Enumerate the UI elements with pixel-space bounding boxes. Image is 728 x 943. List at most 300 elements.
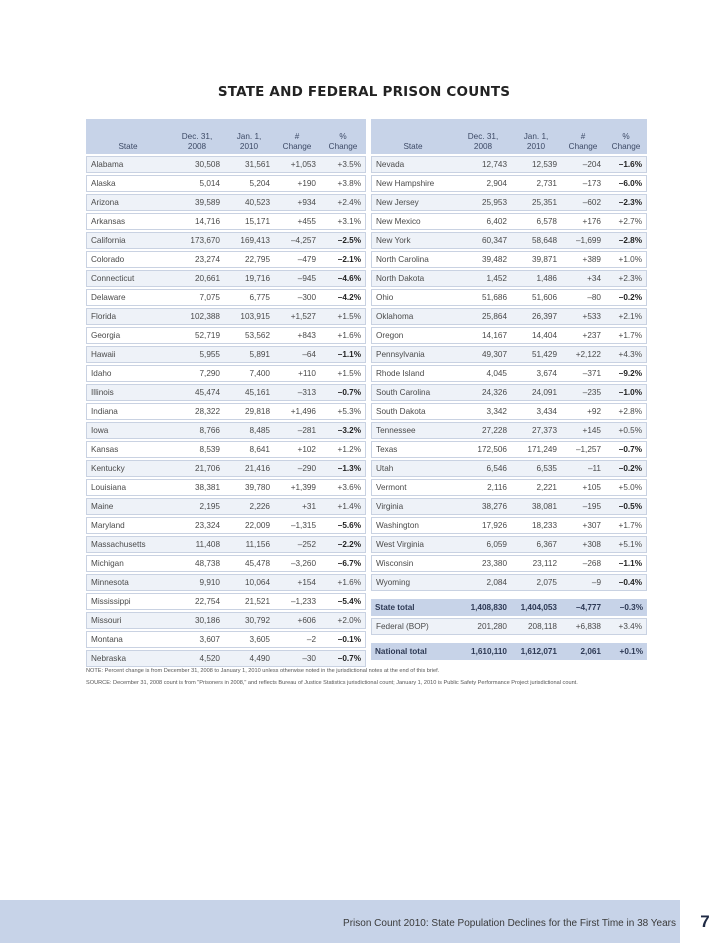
jan-2010-cell: 14,404 [511, 327, 561, 344]
state-cell: Kansas [86, 441, 170, 458]
dec-2008-cell: 7,075 [170, 289, 224, 306]
table-row [86, 498, 366, 515]
state-cell: Arkansas [86, 213, 170, 230]
state-cell: Rhode Island [371, 365, 455, 382]
state-cell: Michigan [86, 555, 170, 572]
column-header-percent-change: % Change [605, 119, 647, 154]
state-cell: Montana [86, 631, 170, 648]
dec-2008-cell: 9,910 [170, 574, 224, 591]
number-change-cell: +34 [561, 270, 605, 287]
table-row [371, 327, 647, 344]
jan-2010-cell: 21,521 [224, 593, 274, 610]
table-body-right [371, 156, 647, 660]
number-change-cell: +110 [274, 365, 320, 382]
table-row [371, 232, 647, 249]
jan-2010-cell: 6,578 [511, 213, 561, 230]
table-header-row [86, 119, 366, 154]
footer-title: Prison Count 2010: State Population Declines for the First Time in 38 Years [343, 918, 676, 929]
table-row [86, 479, 366, 496]
table-header-row [371, 119, 647, 154]
table-row [86, 517, 366, 534]
state-cell: Alaska [86, 175, 170, 192]
state-cell: Oregon [371, 327, 455, 344]
jan-2010-cell: 22,795 [224, 251, 274, 268]
jan-2010-cell: 103,915 [224, 308, 274, 325]
number-change-cell: +308 [561, 536, 605, 553]
percent-change-cell: +0.1% [605, 643, 647, 660]
jan-2010-cell: 19,716 [224, 270, 274, 287]
jan-2010-cell: 3,605 [224, 631, 274, 648]
percent-change-cell: –9.2% [605, 365, 647, 382]
table-row [371, 441, 647, 458]
number-change-cell: –3,260 [274, 555, 320, 572]
percent-change-cell: +2.3% [605, 270, 647, 287]
state-total-row [371, 599, 647, 616]
number-change-cell: +1,399 [274, 479, 320, 496]
number-change-cell: +2,122 [561, 346, 605, 363]
percent-change-cell: –1.3% [320, 460, 366, 477]
jan-2010-cell: 39,871 [511, 251, 561, 268]
jan-2010-cell: 15,171 [224, 213, 274, 230]
state-cell: Vermont [371, 479, 455, 496]
jan-2010-cell: 29,818 [224, 403, 274, 420]
number-change-cell: –479 [274, 251, 320, 268]
dec-2008-cell: 23,324 [170, 517, 224, 534]
state-cell: Louisiana [86, 479, 170, 496]
dec-2008-cell: 173,670 [170, 232, 224, 249]
state-cell: Massachusetts [86, 536, 170, 553]
table-source: SOURCE: December 31, 2008 count is from "Prisoners in 2008," and reflects Bureau of Justice Statistics jurisdictional count; January 1, 2010 is Public Safety Performance Project jurisdictional count. [86, 680, 578, 686]
number-change-cell: –281 [274, 422, 320, 439]
dec-2008-cell: 12,743 [455, 156, 511, 173]
dec-2008-cell: 1,452 [455, 270, 511, 287]
state-cell: North Carolina [371, 251, 455, 268]
percent-change-cell: –1.0% [605, 384, 647, 401]
jan-2010-cell: 21,416 [224, 460, 274, 477]
dec-2008-cell: 4,045 [455, 365, 511, 382]
dec-2008-cell: 24,326 [455, 384, 511, 401]
dec-2008-cell: 39,482 [455, 251, 511, 268]
row-spacer [371, 593, 647, 597]
table-row [371, 270, 647, 287]
table-row [371, 251, 647, 268]
dec-2008-cell: 39,589 [170, 194, 224, 211]
percent-change-cell: +5.1% [605, 536, 647, 553]
dec-2008-cell: 3,607 [170, 631, 224, 648]
state-cell: Idaho [86, 365, 170, 382]
prison-counts-table-right [371, 117, 647, 662]
jan-2010-cell: 5,891 [224, 346, 274, 363]
number-change-cell: +307 [561, 517, 605, 534]
table-row [371, 213, 647, 230]
jan-2010-cell: 2,075 [511, 574, 561, 591]
state-cell: Oklahoma [371, 308, 455, 325]
dec-2008-cell: 30,508 [170, 156, 224, 173]
jan-2010-cell: 26,397 [511, 308, 561, 325]
percent-change-cell: +5.3% [320, 403, 366, 420]
table-row [86, 175, 366, 192]
percent-change-cell: –1.1% [605, 555, 647, 572]
jan-2010-cell: 8,485 [224, 422, 274, 439]
percent-change-cell: –0.4% [605, 574, 647, 591]
state-cell: Washington [371, 517, 455, 534]
dec-2008-cell: 52,719 [170, 327, 224, 344]
column-header-dec-2008: Dec. 31, 2008 [170, 119, 224, 154]
state-cell: Missouri [86, 612, 170, 629]
jan-2010-cell: 45,161 [224, 384, 274, 401]
table-row [86, 232, 366, 249]
state-cell: Maryland [86, 517, 170, 534]
number-change-cell: +6,838 [561, 618, 605, 635]
percent-change-cell: +3.4% [605, 618, 647, 635]
jan-2010-cell: 22,009 [224, 517, 274, 534]
percent-change-cell: –5.6% [320, 517, 366, 534]
spacer-cell [371, 637, 647, 641]
page-number: 7 [700, 912, 710, 931]
table-row [86, 650, 366, 667]
table-row [86, 213, 366, 230]
percent-change-cell: –0.7% [320, 650, 366, 667]
table-row [86, 251, 366, 268]
percent-change-cell: +1.4% [320, 498, 366, 515]
state-cell: Connecticut [86, 270, 170, 287]
number-change-cell: –195 [561, 498, 605, 515]
percent-change-cell: –0.2% [605, 289, 647, 306]
table-row [371, 555, 647, 572]
number-change-cell: +533 [561, 308, 605, 325]
jan-2010-cell: 23,112 [511, 555, 561, 572]
percent-change-cell: –6.7% [320, 555, 366, 572]
percent-change-cell: +2.0% [320, 612, 366, 629]
jan-2010-cell: 169,413 [224, 232, 274, 249]
dec-2008-cell: 8,539 [170, 441, 224, 458]
percent-change-cell: –0.1% [320, 631, 366, 648]
table-row [371, 175, 647, 192]
dec-2008-cell: 2,116 [455, 479, 511, 496]
table-row [86, 422, 366, 439]
number-change-cell: +389 [561, 251, 605, 268]
percent-change-cell: +1.7% [605, 517, 647, 534]
state-cell: New Jersey [371, 194, 455, 211]
table-row [371, 574, 647, 591]
state-cell: Texas [371, 441, 455, 458]
state-cell: Maine [86, 498, 170, 515]
state-cell: Wisconsin [371, 555, 455, 572]
number-change-cell: –2 [274, 631, 320, 648]
percent-change-cell: –0.7% [605, 441, 647, 458]
table-row [86, 631, 366, 648]
percent-change-cell: +1.6% [320, 574, 366, 591]
table-row [86, 460, 366, 477]
table-row [86, 555, 366, 572]
column-header-jan-2010: Jan. 1, 2010 [511, 119, 561, 154]
dec-2008-cell: 6,546 [455, 460, 511, 477]
number-change-cell: +190 [274, 175, 320, 192]
jan-2010-cell: 2,731 [511, 175, 561, 192]
percent-change-cell: –0.5% [605, 498, 647, 515]
number-change-cell: +1,496 [274, 403, 320, 420]
state-cell: Delaware [86, 289, 170, 306]
state-cell: Illinois [86, 384, 170, 401]
number-change-cell: –204 [561, 156, 605, 173]
dec-2008-cell: 48,738 [170, 555, 224, 572]
national-total-row [371, 643, 647, 660]
dec-2008-cell: 17,926 [455, 517, 511, 534]
table-row [371, 365, 647, 382]
table-row [371, 498, 647, 515]
state-cell: Alabama [86, 156, 170, 173]
jan-2010-cell: 51,429 [511, 346, 561, 363]
number-change-cell: –313 [274, 384, 320, 401]
dec-2008-cell: 102,388 [170, 308, 224, 325]
number-change-cell: –4,777 [561, 599, 605, 616]
dec-2008-cell: 38,276 [455, 498, 511, 515]
state-cell: Mississippi [86, 593, 170, 610]
table-row [371, 403, 647, 420]
percent-change-cell: –2.3% [605, 194, 647, 211]
number-change-cell: +102 [274, 441, 320, 458]
row-spacer [371, 637, 647, 641]
state-cell: New Mexico [371, 213, 455, 230]
table-row [86, 441, 366, 458]
state-cell: National total [371, 643, 455, 660]
table-row [371, 289, 647, 306]
jan-2010-cell: 51,606 [511, 289, 561, 306]
number-change-cell: –300 [274, 289, 320, 306]
jan-2010-cell: 45,478 [224, 555, 274, 572]
jan-2010-cell: 31,561 [224, 156, 274, 173]
number-change-cell: –9 [561, 574, 605, 591]
table-row [371, 194, 647, 211]
table-row [86, 308, 366, 325]
percent-change-cell: –6.0% [605, 175, 647, 192]
state-cell: Indiana [86, 403, 170, 420]
number-change-cell: –11 [561, 460, 605, 477]
dec-2008-cell: 1,610,110 [455, 643, 511, 660]
jan-2010-cell: 40,523 [224, 194, 274, 211]
dec-2008-cell: 8,766 [170, 422, 224, 439]
percent-change-cell: +2.1% [605, 308, 647, 325]
jan-2010-cell: 30,792 [224, 612, 274, 629]
column-header-state: State [86, 119, 170, 154]
dec-2008-cell: 6,059 [455, 536, 511, 553]
state-cell: Virginia [371, 498, 455, 515]
jan-2010-cell: 3,434 [511, 403, 561, 420]
table-note: NOTE: Percent change is from December 31, 2008 to January 1, 2010 unless otherwise noted in the jurisdictional notes at the end of this brief. [86, 668, 440, 674]
dec-2008-cell: 49,307 [455, 346, 511, 363]
percent-change-cell: –1.6% [605, 156, 647, 173]
table-row [371, 346, 647, 363]
state-cell: California [86, 232, 170, 249]
table-row [371, 422, 647, 439]
percent-change-cell: –2.1% [320, 251, 366, 268]
dec-2008-cell: 25,864 [455, 308, 511, 325]
table-row [86, 346, 366, 363]
number-change-cell: +843 [274, 327, 320, 344]
number-change-cell: –30 [274, 650, 320, 667]
jan-2010-cell: 208,118 [511, 618, 561, 635]
dec-2008-cell: 1,408,830 [455, 599, 511, 616]
table-row [86, 593, 366, 610]
jan-2010-cell: 6,535 [511, 460, 561, 477]
number-change-cell: –1,257 [561, 441, 605, 458]
jan-2010-cell: 4,490 [224, 650, 274, 667]
number-change-cell: –4,257 [274, 232, 320, 249]
dec-2008-cell: 28,322 [170, 403, 224, 420]
column-header-percent-change: % Change [320, 119, 366, 154]
jan-2010-cell: 25,351 [511, 194, 561, 211]
table-row [371, 384, 647, 401]
percent-change-cell: –4.6% [320, 270, 366, 287]
jan-2010-cell: 53,562 [224, 327, 274, 344]
number-change-cell: –371 [561, 365, 605, 382]
jan-2010-cell: 27,373 [511, 422, 561, 439]
percent-change-cell: +1.6% [320, 327, 366, 344]
jan-2010-cell: 10,064 [224, 574, 274, 591]
percent-change-cell: –2.2% [320, 536, 366, 553]
dec-2008-cell: 30,186 [170, 612, 224, 629]
column-header-number-change: # Change [274, 119, 320, 154]
table-row [371, 479, 647, 496]
number-change-cell: +934 [274, 194, 320, 211]
table-row [371, 308, 647, 325]
state-cell: Nevada [371, 156, 455, 173]
dec-2008-cell: 38,381 [170, 479, 224, 496]
state-cell: Wyoming [371, 574, 455, 591]
dec-2008-cell: 11,408 [170, 536, 224, 553]
percent-change-cell: –3.2% [320, 422, 366, 439]
table-row [86, 270, 366, 287]
percent-change-cell: –5.4% [320, 593, 366, 610]
number-change-cell: +105 [561, 479, 605, 496]
percent-change-cell: –4.2% [320, 289, 366, 306]
column-header-jan-2010: Jan. 1, 2010 [224, 119, 274, 154]
dec-2008-cell: 25,953 [455, 194, 511, 211]
state-cell: Utah [371, 460, 455, 477]
jan-2010-cell: 6,367 [511, 536, 561, 553]
number-change-cell: –290 [274, 460, 320, 477]
state-cell: Ohio [371, 289, 455, 306]
table-body-left [86, 156, 366, 667]
table-row [86, 612, 366, 629]
jan-2010-cell: 12,539 [511, 156, 561, 173]
column-header-dec-2008: Dec. 31, 2008 [455, 119, 511, 154]
dec-2008-cell: 27,228 [455, 422, 511, 439]
state-cell: Tennessee [371, 422, 455, 439]
table-row [86, 574, 366, 591]
state-cell: Florida [86, 308, 170, 325]
jan-2010-cell: 38,081 [511, 498, 561, 515]
jan-2010-cell: 58,648 [511, 232, 561, 249]
table-row [86, 536, 366, 553]
dec-2008-cell: 2,904 [455, 175, 511, 192]
jan-2010-cell: 18,233 [511, 517, 561, 534]
number-change-cell: +145 [561, 422, 605, 439]
dec-2008-cell: 5,014 [170, 175, 224, 192]
state-cell: West Virginia [371, 536, 455, 553]
number-change-cell: +237 [561, 327, 605, 344]
table-row [371, 156, 647, 173]
dec-2008-cell: 14,167 [455, 327, 511, 344]
state-cell: South Dakota [371, 403, 455, 420]
number-change-cell: +31 [274, 498, 320, 515]
jan-2010-cell: 11,156 [224, 536, 274, 553]
percent-change-cell: –2.8% [605, 232, 647, 249]
number-change-cell: –602 [561, 194, 605, 211]
dec-2008-cell: 4,520 [170, 650, 224, 667]
table-row [86, 327, 366, 344]
number-change-cell: –268 [561, 555, 605, 572]
jan-2010-cell: 171,249 [511, 441, 561, 458]
table-row [86, 156, 366, 173]
dec-2008-cell: 2,195 [170, 498, 224, 515]
percent-change-cell: +1.2% [320, 441, 366, 458]
table-row [371, 536, 647, 553]
state-cell: Minnesota [86, 574, 170, 591]
state-cell: New York [371, 232, 455, 249]
number-change-cell: +455 [274, 213, 320, 230]
page-title: STATE AND FEDERAL PRISON COUNTS [217, 84, 511, 100]
percent-change-cell: +1.0% [605, 251, 647, 268]
number-change-cell: –235 [561, 384, 605, 401]
number-change-cell: –252 [274, 536, 320, 553]
jan-2010-cell: 39,780 [224, 479, 274, 496]
percent-change-cell: +3.1% [320, 213, 366, 230]
percent-change-cell: +3.6% [320, 479, 366, 496]
jan-2010-cell: 7,400 [224, 365, 274, 382]
dec-2008-cell: 172,506 [455, 441, 511, 458]
dec-2008-cell: 51,686 [455, 289, 511, 306]
jan-2010-cell: 5,204 [224, 175, 274, 192]
jan-2010-cell: 8,641 [224, 441, 274, 458]
table-row [86, 365, 366, 382]
percent-change-cell: +1.5% [320, 308, 366, 325]
percent-change-cell: +5.0% [605, 479, 647, 496]
number-change-cell: +154 [274, 574, 320, 591]
prison-counts-table-left [86, 117, 366, 669]
state-cell: State total [371, 599, 455, 616]
dec-2008-cell: 6,402 [455, 213, 511, 230]
dec-2008-cell: 45,474 [170, 384, 224, 401]
percent-change-cell: +0.5% [605, 422, 647, 439]
dec-2008-cell: 7,290 [170, 365, 224, 382]
percent-change-cell: +2.8% [605, 403, 647, 420]
percent-change-cell: +2.7% [605, 213, 647, 230]
jan-2010-cell: 3,674 [511, 365, 561, 382]
jan-2010-cell: 1,404,053 [511, 599, 561, 616]
jan-2010-cell: 24,091 [511, 384, 561, 401]
number-change-cell: +1,527 [274, 308, 320, 325]
table-row [371, 460, 647, 477]
dec-2008-cell: 21,706 [170, 460, 224, 477]
percent-change-cell: –2.5% [320, 232, 366, 249]
federal-row [371, 618, 647, 635]
dec-2008-cell: 60,347 [455, 232, 511, 249]
state-cell: North Dakota [371, 270, 455, 287]
state-cell: Hawaii [86, 346, 170, 363]
state-cell: Kentucky [86, 460, 170, 477]
dec-2008-cell: 22,754 [170, 593, 224, 610]
number-change-cell: –80 [561, 289, 605, 306]
percent-change-cell: +2.4% [320, 194, 366, 211]
number-change-cell: –173 [561, 175, 605, 192]
spacer-cell [371, 593, 647, 597]
jan-2010-cell: 6,775 [224, 289, 274, 306]
dec-2008-cell: 14,716 [170, 213, 224, 230]
column-header-number-change: # Change [561, 119, 605, 154]
state-cell: Nebraska [86, 650, 170, 667]
state-cell: New Hampshire [371, 175, 455, 192]
